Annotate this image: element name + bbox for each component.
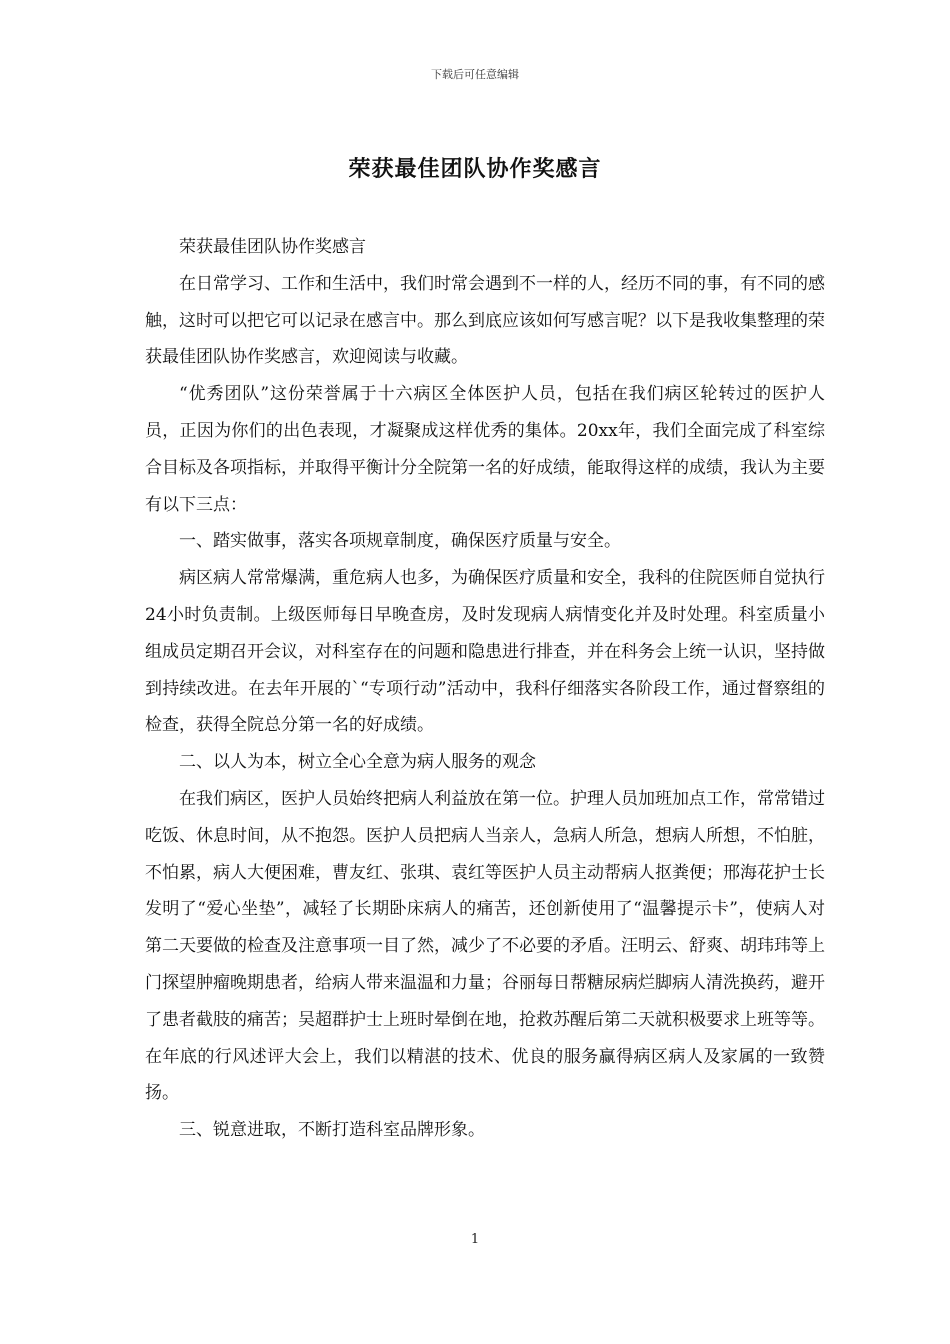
paragraph-section-1: 病区病人常常爆满，重危病人也多，为确保医疗质量和安全，我科的住院医师自觉执行24小时负责制。上级医师每日早晚查房，及时发现病人病情变化并及时处理。科室质量小组成员定期召开会议，对科室存在的问题和隐患进行排查，并在科务会上统一认识，坚持做到持续改进。在去年开展的`“专项行动”活动中，我科仔细落实各阶段工作，通过督察组的检查，获得全院总分第一名的好成绩。 <box>145 568 825 736</box>
paragraph-subtitle: 荣获最佳团队协作奖感言 <box>179 237 366 257</box>
paragraph-honor: “优秀团队”这份荣誉属于十六病区全体医护人员，包括在我们病区轮转过的医护人员，正因为你们的出色表现，才凝聚成这样优秀的集体。20xx年，我们全面完成了科室综合目标及各项指标，并取得平衡计分全院第一名的好成绩，能取得这样的成绩，我认为主要有以下三点： <box>145 384 825 515</box>
section-heading-1: 一、踏实做事，落实各项规章制度，确保医疗质量与安全。 <box>179 531 621 552</box>
document-body <box>145 229 825 1149</box>
header-note: 下载后可任意编辑 <box>431 68 519 81</box>
document-title: 荣获最佳团队协作奖感言 <box>348 156 602 182</box>
section-heading-2: 二、以人为本，树立全心全意为病人服务的观念 <box>179 752 536 773</box>
page-number: 1 <box>470 1232 480 1247</box>
section-heading-3: 三、锐意进取，不断打造科室品牌形象。 <box>179 1120 485 1141</box>
paragraph-intro: 在日常学习、工作和生活中，我们时常会遇到不一样的人，经历不同的事，有不同的感触，这时可以把它可以记录在感言中。那么到底应该如何写感言呢？以下是我收集整理的荣获最佳团队协作奖感言，欢迎阅读与收藏。 <box>145 273 825 368</box>
paragraph-section-2: 在我们病区，医护人员始终把病人利益放在第一位。护理人员加班加点工作，常常错过吃饭、休息时间，从不抱怨。医护人员把病人当亲人，急病人所急，想病人所想，不怕脏，不怕累，病人大便困难，曹友红、张琪、袁红等医护人员主动帮病人抠粪便；邢海花护士长发明了“爱心坐垫”，减轻了长期卧床病人的痛苦，还创新使用了“温馨提示卡”，使病人对第二天要做的检查及注意事项一目了然，减少了不必要的矛盾。汪明云、舒爽、胡玮玮等上门探望肿瘤晚期患者，给病人带来温温和力量；谷丽每日帮糖尿病烂脚病人清洗换药，避开了患者截肢的痛苦；吴超群护士上班时晕倒在地，抢救苏醒后第二天就积极要求上班等等。在年底的行风述评大会上，我们以精湛的技术、优良的服务赢得病区病人及家属的一致赞扬。 <box>145 788 825 1104</box>
